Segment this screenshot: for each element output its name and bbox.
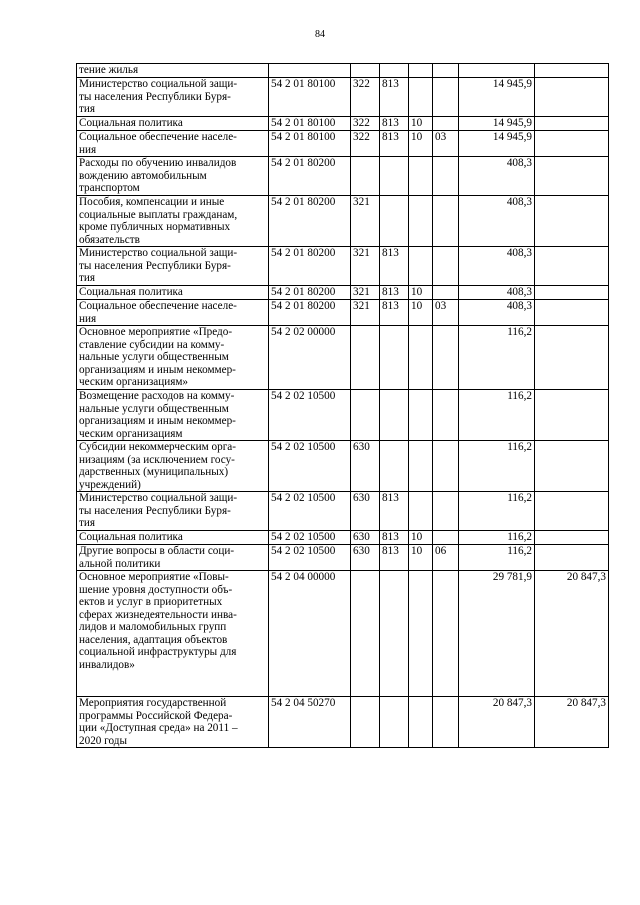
section-code xyxy=(409,390,433,441)
section-code xyxy=(409,492,433,531)
target-article-code: 54 2 01 80100 xyxy=(269,78,351,117)
section-code: 10 xyxy=(409,531,433,545)
item-name: Социальная политика xyxy=(77,117,269,131)
section-code: 10 xyxy=(409,286,433,300)
table-row xyxy=(77,571,609,697)
table-row xyxy=(77,117,609,131)
amount-total: 408,3 xyxy=(459,300,535,326)
item-name: Пособия, компенсации и иные социальные выплаты гражданам, кроме публичных нормативных обязательств xyxy=(77,196,269,247)
item-name: Министерство социальной защи- ты населения Республики Буря- тия xyxy=(77,492,269,531)
budget-table xyxy=(76,63,609,748)
amount-federal xyxy=(535,326,609,390)
amount-federal xyxy=(535,492,609,531)
target-article-code: 54 2 01 80200 xyxy=(269,157,351,196)
target-article-code: 54 2 01 80200 xyxy=(269,300,351,326)
expense-type-code xyxy=(351,697,380,748)
subsection-code xyxy=(433,441,459,492)
item-name: Расходы по обучению инвалидов вождению автомобильным транспортом xyxy=(77,157,269,196)
amount-federal xyxy=(535,390,609,441)
target-article-code: 54 2 04 00000 xyxy=(269,571,351,697)
target-article-code: 54 2 01 80100 xyxy=(269,117,351,131)
target-article-code: 54 2 02 10500 xyxy=(269,492,351,531)
amount-federal xyxy=(535,247,609,286)
expense-type-code: 630 xyxy=(351,531,380,545)
table-row xyxy=(77,64,609,78)
administrator-code xyxy=(380,390,409,441)
section-code xyxy=(409,571,433,697)
amount-total: 116,2 xyxy=(459,390,535,441)
administrator-code xyxy=(380,326,409,390)
item-name: Социальная политика xyxy=(77,286,269,300)
amount-total xyxy=(459,64,535,78)
subsection-code xyxy=(433,571,459,697)
target-article-code: 54 2 02 10500 xyxy=(269,390,351,441)
section-code: 10 xyxy=(409,545,433,571)
expense-type-code: 321 xyxy=(351,196,380,247)
amount-federal xyxy=(535,157,609,196)
amount-total: 408,3 xyxy=(459,157,535,196)
table-row xyxy=(77,545,609,571)
administrator-code xyxy=(380,441,409,492)
amount-federal xyxy=(535,441,609,492)
expense-type-code: 321 xyxy=(351,300,380,326)
expense-type-code: 321 xyxy=(351,286,380,300)
amount-total: 116,2 xyxy=(459,326,535,390)
item-name: Социальное обеспечение населе- ния xyxy=(77,131,269,157)
section-code: 10 xyxy=(409,131,433,157)
amount-federal xyxy=(535,64,609,78)
target-article-code xyxy=(269,64,351,78)
amount-total: 408,3 xyxy=(459,196,535,247)
item-name: Министерство социальной защи- ты населения Республики Буря- тия xyxy=(77,247,269,286)
table-row xyxy=(77,300,609,326)
expense-type-code xyxy=(351,157,380,196)
target-article-code: 54 2 01 80200 xyxy=(269,286,351,300)
section-code xyxy=(409,78,433,117)
expense-type-code: 630 xyxy=(351,545,380,571)
amount-federal xyxy=(535,545,609,571)
expense-type-code xyxy=(351,326,380,390)
subsection-code xyxy=(433,390,459,441)
expense-type-code: 322 xyxy=(351,78,380,117)
subsection-code: 03 xyxy=(433,131,459,157)
administrator-code xyxy=(380,697,409,748)
expense-type-code: 321 xyxy=(351,247,380,286)
table-row xyxy=(77,326,609,390)
item-name: Другие вопросы в области соци- альной политики xyxy=(77,545,269,571)
subsection-code xyxy=(433,531,459,545)
subsection-code xyxy=(433,697,459,748)
expense-type-code: 322 xyxy=(351,117,380,131)
item-name: Субсидии некоммерческим орга- низациям (за исключением госу- дарственных (муниципальных) учреждений) xyxy=(77,441,269,492)
amount-total: 20 847,3 xyxy=(459,697,535,748)
amount-federal xyxy=(535,117,609,131)
table-row xyxy=(77,697,609,748)
section-code xyxy=(409,247,433,286)
subsection-code xyxy=(433,196,459,247)
target-article-code: 54 2 01 80200 xyxy=(269,247,351,286)
target-article-code: 54 2 01 80100 xyxy=(269,131,351,157)
amount-total: 116,2 xyxy=(459,545,535,571)
item-name: Основное мероприятие «Повы- шение уровня доступности объ- ектов и услуг в приоритетных сферах жизнедеятельности инва- лидов и маломобильных групп населения, адаптация объектов социальной инфраструктуры для инвалидов» xyxy=(77,571,269,697)
table-row xyxy=(77,390,609,441)
amount-total: 408,3 xyxy=(459,247,535,286)
item-name: Возмещение расходов на комму- нальные услуги общественным организациям и иным некоммер- ческим организациям xyxy=(77,390,269,441)
section-code: 10 xyxy=(409,300,433,326)
amount-total: 116,2 xyxy=(459,531,535,545)
subsection-code xyxy=(433,286,459,300)
expense-type-code xyxy=(351,390,380,441)
amount-federal xyxy=(535,531,609,545)
table-row xyxy=(77,78,609,117)
table-row xyxy=(77,247,609,286)
item-name: Мероприятия государственной программы Российской Федера- ции «Доступная среда» на 2011 – 2020 годы xyxy=(77,697,269,748)
amount-federal xyxy=(535,78,609,117)
amount-total: 14 945,9 xyxy=(459,78,535,117)
section-code xyxy=(409,157,433,196)
amount-federal xyxy=(535,286,609,300)
item-name: Основное мероприятие «Предо- ставление субсидии на комму- нальные услуги общественным организациям и иным некоммер- ческим организациям» xyxy=(77,326,269,390)
section-code xyxy=(409,697,433,748)
table-row xyxy=(77,531,609,545)
item-name: тение жилья xyxy=(77,64,269,78)
expense-type-code xyxy=(351,571,380,697)
administrator-code: 813 xyxy=(380,531,409,545)
expense-type-code xyxy=(351,64,380,78)
table-row xyxy=(77,131,609,157)
section-code: 10 xyxy=(409,117,433,131)
subsection-code xyxy=(433,247,459,286)
amount-federal xyxy=(535,300,609,326)
table-row xyxy=(77,196,609,247)
expense-type-code: 630 xyxy=(351,441,380,492)
amount-total: 116,2 xyxy=(459,492,535,531)
page-number: 84 xyxy=(315,29,325,40)
subsection-code xyxy=(433,492,459,531)
amount-total: 116,2 xyxy=(459,441,535,492)
expense-type-code: 322 xyxy=(351,131,380,157)
table-row xyxy=(77,441,609,492)
amount-federal xyxy=(535,196,609,247)
amount-federal xyxy=(535,131,609,157)
subsection-code xyxy=(433,157,459,196)
administrator-code xyxy=(380,196,409,247)
administrator-code: 813 xyxy=(380,286,409,300)
table-row xyxy=(77,157,609,196)
subsection-code xyxy=(433,78,459,117)
target-article-code: 54 2 02 10500 xyxy=(269,531,351,545)
subsection-code xyxy=(433,326,459,390)
administrator-code: 813 xyxy=(380,117,409,131)
administrator-code xyxy=(380,571,409,697)
amount-total: 14 945,9 xyxy=(459,131,535,157)
target-article-code: 54 2 02 00000 xyxy=(269,326,351,390)
table-row xyxy=(77,286,609,300)
target-article-code: 54 2 04 50270 xyxy=(269,697,351,748)
administrator-code: 813 xyxy=(380,545,409,571)
amount-federal: 20 847,3 xyxy=(535,571,609,697)
item-name: Министерство социальной защи- ты населения Республики Буря- тия xyxy=(77,78,269,117)
item-name: Социальная политика xyxy=(77,531,269,545)
administrator-code: 813 xyxy=(380,492,409,531)
section-code xyxy=(409,326,433,390)
amount-total: 408,3 xyxy=(459,286,535,300)
administrator-code: 813 xyxy=(380,78,409,117)
administrator-code xyxy=(380,157,409,196)
amount-total: 29 781,9 xyxy=(459,571,535,697)
target-article-code: 54 2 01 80200 xyxy=(269,196,351,247)
expense-type-code: 630 xyxy=(351,492,380,531)
administrator-code: 813 xyxy=(380,247,409,286)
section-code xyxy=(409,64,433,78)
section-code xyxy=(409,441,433,492)
target-article-code: 54 2 02 10500 xyxy=(269,441,351,492)
amount-total: 14 945,9 xyxy=(459,117,535,131)
section-code xyxy=(409,196,433,247)
table-row xyxy=(77,492,609,531)
administrator-code: 813 xyxy=(380,131,409,157)
subsection-code xyxy=(433,64,459,78)
amount-federal: 20 847,3 xyxy=(535,697,609,748)
subsection-code: 03 xyxy=(433,300,459,326)
item-name: Социальное обеспечение населе- ния xyxy=(77,300,269,326)
administrator-code xyxy=(380,64,409,78)
target-article-code: 54 2 02 10500 xyxy=(269,545,351,571)
administrator-code: 813 xyxy=(380,300,409,326)
subsection-code xyxy=(433,117,459,131)
subsection-code: 06 xyxy=(433,545,459,571)
